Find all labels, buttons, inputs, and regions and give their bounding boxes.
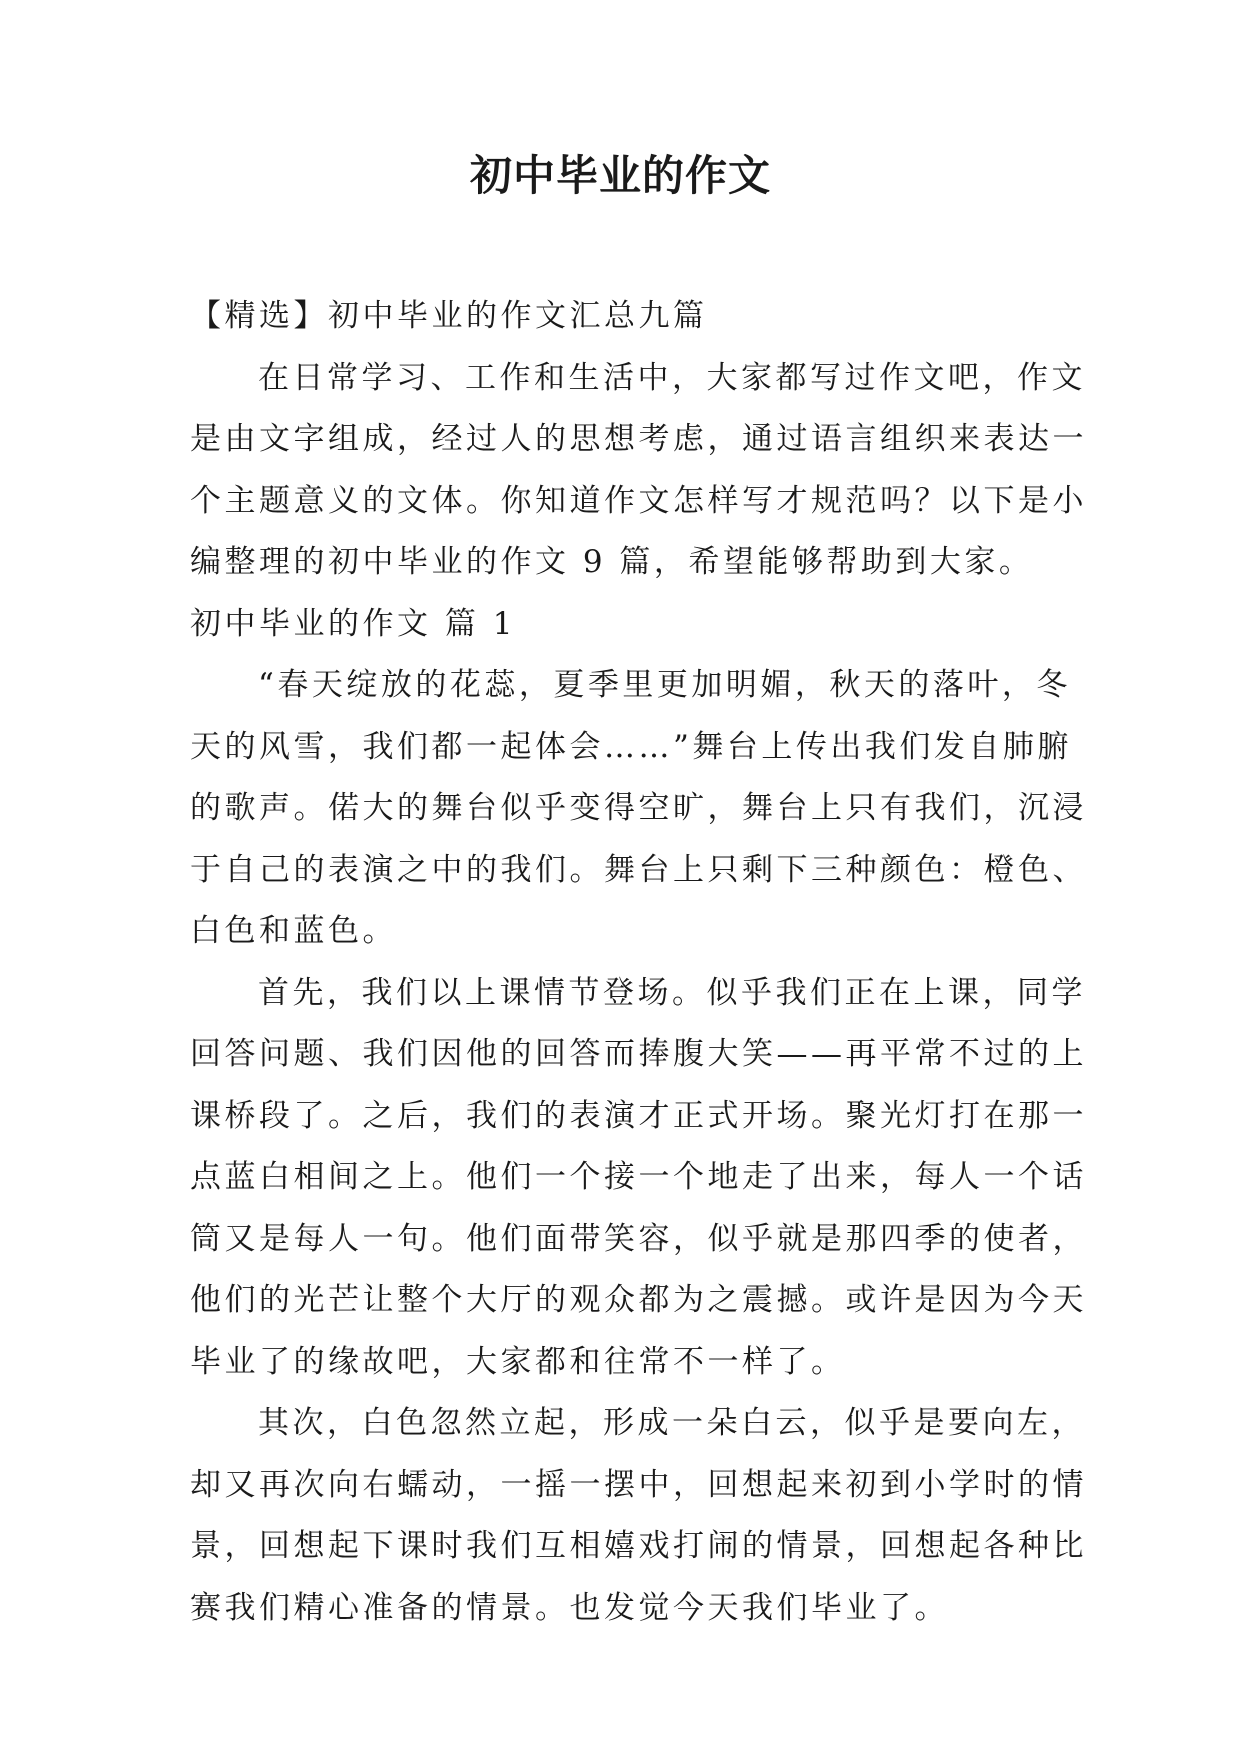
text-line: 于自己的表演之中的我们。舞台上只剩下三种颜色：橙色、 — [190, 851, 1087, 888]
text-line: 首先，我们以上课情节登场。似乎我们正在上课，同学 — [258, 974, 1086, 1011]
subtitle-line: 【精选】初中毕业的作文汇总九篇 — [190, 298, 708, 334]
text-line: 点蓝白相间之上。他们一个接一个地走了出来，每人一个话 — [190, 1159, 1087, 1195]
text-line: 个主题意义的文体。你知道作文怎样写才规范吗？以下是小 — [190, 482, 1087, 519]
text-line: 的歌声。偌大的舞台似乎变得空旷，舞台上只有我们，沉浸 — [190, 790, 1087, 826]
text-line: 景，回想起下课时我们互相嬉戏打闹的情景，回想起各种比 — [190, 1528, 1087, 1564]
text-line: 在日常学习、工作和生活中，大家都写过作文吧，作文 — [258, 359, 1086, 396]
text-line: 却又再次向右蠕动，一摇一摆中，回想起来初到小学时的情 — [190, 1466, 1087, 1503]
text-line: 回答问题、我们因他的回答而捧腹大笑——再平常不过的上 — [190, 1036, 1087, 1072]
text-line: 其次，白色忽然立起，形成一朵白云，似乎是要向左， — [258, 1405, 1086, 1441]
text-line: 赛我们精心准备的情景。也发觉今天我们毕业了。 — [190, 1589, 949, 1626]
text-line: “春天绽放的花蕊，夏季里更加明媚，秋天的落叶，冬 — [258, 667, 1071, 703]
text-line: 课桥段了。之后，我们的表演才正式开场。聚光灯打在那一 — [190, 1097, 1087, 1134]
text-line: 他们的光芒让整个大厅的观众都为之震撼。或许是因为今天 — [190, 1282, 1087, 1318]
text-line: 天的风雪，我们都一起体会……”舞台上传出我们发自肺腑 — [190, 728, 1072, 765]
text-line: 筒又是每人一句。他们面带笑容，似乎就是那四季的使者， — [190, 1220, 1087, 1257]
text-line: 是由文字组成，经过人的思想考虑，通过语言组织来表达一 — [190, 421, 1087, 457]
text-line: 毕业了的缘故吧，大家都和往常不一样了。 — [190, 1343, 846, 1380]
section-heading: 初中毕业的作文 篇 1 — [190, 605, 516, 642]
text-line: 编整理的初中毕业的作文 9 篇，希望能够帮助到大家。 — [190, 544, 1034, 580]
document-body — [190, 286, 1087, 1639]
text-line: 白色和蓝色。 — [190, 913, 397, 949]
document-title: 初中毕业的作文 — [469, 151, 771, 200]
